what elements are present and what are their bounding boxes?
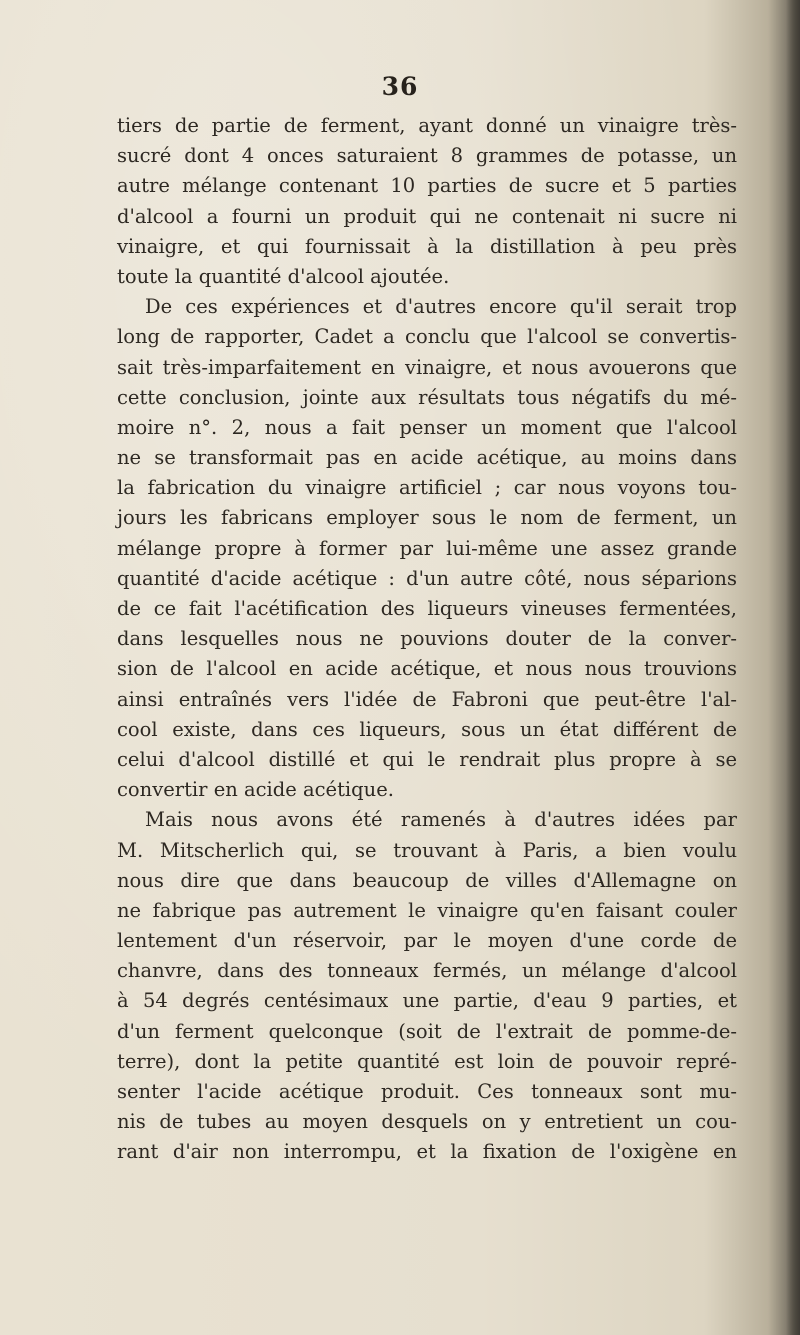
text-line: nous dire que dans beaucoup de villes d'Allemagne on bbox=[117, 868, 737, 892]
text-line: terre), dont la petite quantité est loin de pouvoir repré- bbox=[117, 1049, 737, 1073]
text-line: sucré dont 4 onces saturaient 8 grammes de potasse, un bbox=[117, 144, 737, 168]
text-line: autre mélange contenant 10 parties de sucre et 5 parties bbox=[117, 174, 737, 198]
text-line: sait très-imparfaitement en vinaigre, et nous avouerons que bbox=[117, 355, 737, 379]
text-line: cool existe, dans ces liqueurs, sous un état différent de bbox=[117, 717, 737, 741]
text-line: lentement d'un réservoir, par le moyen d'une corde de bbox=[117, 929, 737, 953]
text-line: ainsi entraînés vers l'idée de Fabroni que peut-être l'al- bbox=[117, 687, 737, 711]
page-number: 36 bbox=[381, 72, 419, 101]
text-line: ne fabrique pas autrement le vinaigre qu'en faisant couler bbox=[117, 898, 737, 922]
text-line: M. Mitscherlich qui, se trouvant à Paris, a bien voulu bbox=[117, 838, 737, 862]
text-line: à 54 degrés centésimaux une partie, d'eau 9 parties, et bbox=[117, 989, 737, 1013]
text-line: ne se transformait pas en acide acétique, au moins dans bbox=[117, 446, 737, 470]
text-line: sion de l'alcool en acide acétique, et nous nous trouvions bbox=[117, 657, 737, 681]
text-line: mélange propre à former par lui-même une assez grande bbox=[117, 536, 737, 560]
text-line: De ces expériences et d'autres encore qu'il serait trop bbox=[145, 295, 737, 319]
text-line: convertir en acide acétique. bbox=[117, 778, 394, 802]
text-line: long de rapporter, Cadet a conclu que l'alcool se convertis- bbox=[117, 325, 737, 349]
text-line: vinaigre, et qui fournissait à la distillation à peu près bbox=[117, 234, 737, 258]
body-text bbox=[117, 111, 737, 1168]
text-line: de ce fait l'acétification des liqueurs vineuses fermentées, bbox=[117, 597, 737, 620]
text-line: d'alcool a fourni un produit qui ne contenait ni sucre ni bbox=[117, 204, 737, 228]
text-line: cette conclusion, jointe aux résultats tous négatifs du mé- bbox=[117, 385, 737, 409]
text-line: chanvre, dans des tonneaux fermés, un mélange d'alcool bbox=[117, 959, 737, 983]
text-line: quantité d'acide acétique : d'un autre côté, nous séparions bbox=[117, 566, 737, 590]
text-line: tiers de partie de ferment, ayant donné un vinaigre très- bbox=[117, 114, 737, 137]
text-line: la fabrication du vinaigre artificiel ; car nous voyons tou- bbox=[117, 476, 737, 500]
text-line: rant d'air non interrompu, et la fixation de l'oxigène en bbox=[117, 1140, 737, 1164]
text-line: nis de tubes au moyen desquels on y entretient un cou- bbox=[117, 1110, 737, 1134]
text-line: dans lesquelles nous ne pouvions douter de la conver- bbox=[117, 627, 737, 651]
text-line: jours les fabricans employer sous le nom de ferment, un bbox=[117, 506, 737, 530]
text-line: senter l'acide acétique produit. Ces tonneaux sont mu- bbox=[117, 1080, 737, 1103]
text-line: toute la quantité d'alcool ajoutée. bbox=[117, 264, 450, 288]
text-line: moire n°. 2, nous a fait penser un moment que l'alcool bbox=[117, 415, 737, 439]
text-line: d'un ferment quelconque (soit de l'extrait de pomme-de- bbox=[117, 1019, 737, 1043]
text-line: celui d'alcool distillé et qui le rendrait plus propre à se bbox=[117, 747, 737, 771]
page-edge-shadow bbox=[786, 0, 800, 1335]
text-line: Mais nous avons été ramenés à d'autres idées par bbox=[145, 808, 737, 832]
